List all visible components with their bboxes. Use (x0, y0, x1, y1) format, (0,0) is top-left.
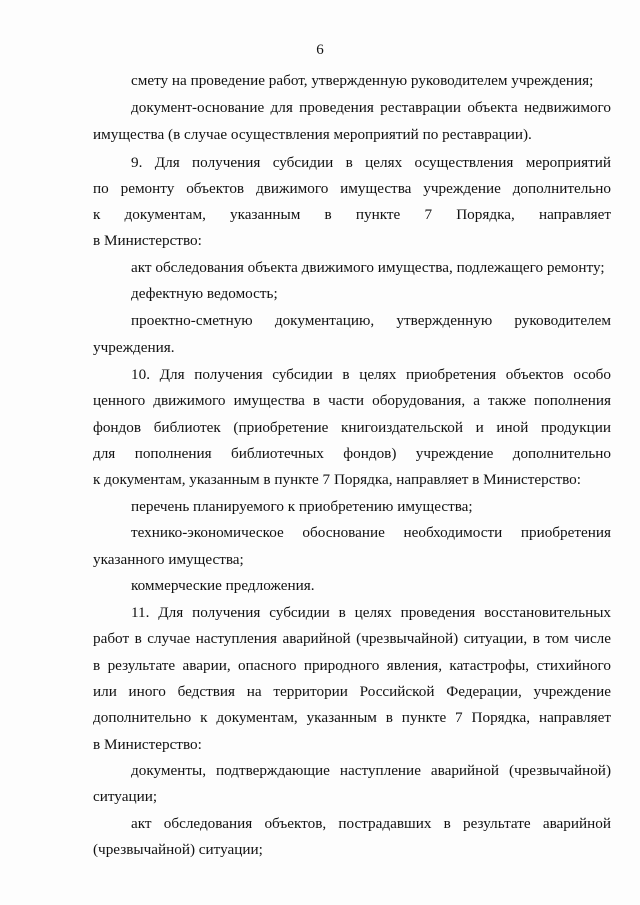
text-line: дефектную ведомость; (131, 285, 278, 302)
text-line: к документам, указанным в пункте 7 Порядка, направляет (93, 206, 611, 223)
text-line: учреждения. (93, 339, 175, 356)
text-line: имущества (в случае осуществления мероприятий по реставрации). (93, 126, 532, 143)
text-line: 11. Для получения субсидии в целях проведения восстановительных (131, 604, 611, 621)
text-line: работ в случае наступления аварийной (чрезвычайной) ситуации, в том числе (93, 630, 611, 647)
text-line: для пополнения библиотечных фондов) учреждение дополнительно (93, 445, 611, 462)
text-line: документы, подтверждающие наступление аварийной (чрезвычайной) (131, 762, 611, 779)
text-line: акт обследования объекта движимого имущества, подлежащего ремонту; (131, 259, 605, 276)
page-number: 6 (316, 42, 324, 58)
text-line: к документам, указанным в пункте 7 Порядка, направляет в Министерство: (93, 471, 581, 488)
text-line: технико-экономическое обоснование необходимости приобретения (131, 524, 611, 541)
text-line: (чрезвычайной) ситуации; (93, 841, 263, 858)
text-line: 9. Для получения субсидии в целях осуществления мероприятий (131, 154, 611, 171)
text-line: коммерческие предложения. (131, 577, 315, 594)
text-line: в Министерство: (93, 232, 202, 249)
text-line: перечень планируемого к приобретению имущества; (131, 498, 473, 515)
text-line: в Министерство: (93, 736, 202, 753)
text-line: дополнительно к документам, указанным в пункте 7 Порядка, направляет (93, 709, 611, 726)
text-line: акт обследования объектов, пострадавших в результате аварийной (131, 815, 611, 832)
text-line: или иного бедствия на территории Российской Федерации, учреждение (93, 683, 611, 700)
text-line: указанного имущества; (93, 551, 244, 568)
text-line: документ-основание для проведения реставрации объекта недвижимого (131, 99, 611, 116)
text-line: фондов библиотек (приобретение книгоиздательской и иной продукции (93, 419, 611, 436)
text-line: смету на проведение работ, утвержденную руководителем учреждения; (131, 72, 594, 89)
text-line: ценного движимого имущества в части оборудования, а также пополнения (93, 392, 611, 409)
text-line: в результате аварии, опасного природного явления, катастрофы, стихийного (93, 657, 611, 674)
text-line: 10. Для получения субсидии в целях приобретения объектов особо (131, 366, 611, 383)
text-line: по ремонту объектов движимого имущества учреждение дополнительно (93, 180, 611, 197)
text-line: проектно-сметную документацию, утвержденную руководителем (131, 312, 611, 329)
text-line: ситуации; (93, 788, 158, 805)
